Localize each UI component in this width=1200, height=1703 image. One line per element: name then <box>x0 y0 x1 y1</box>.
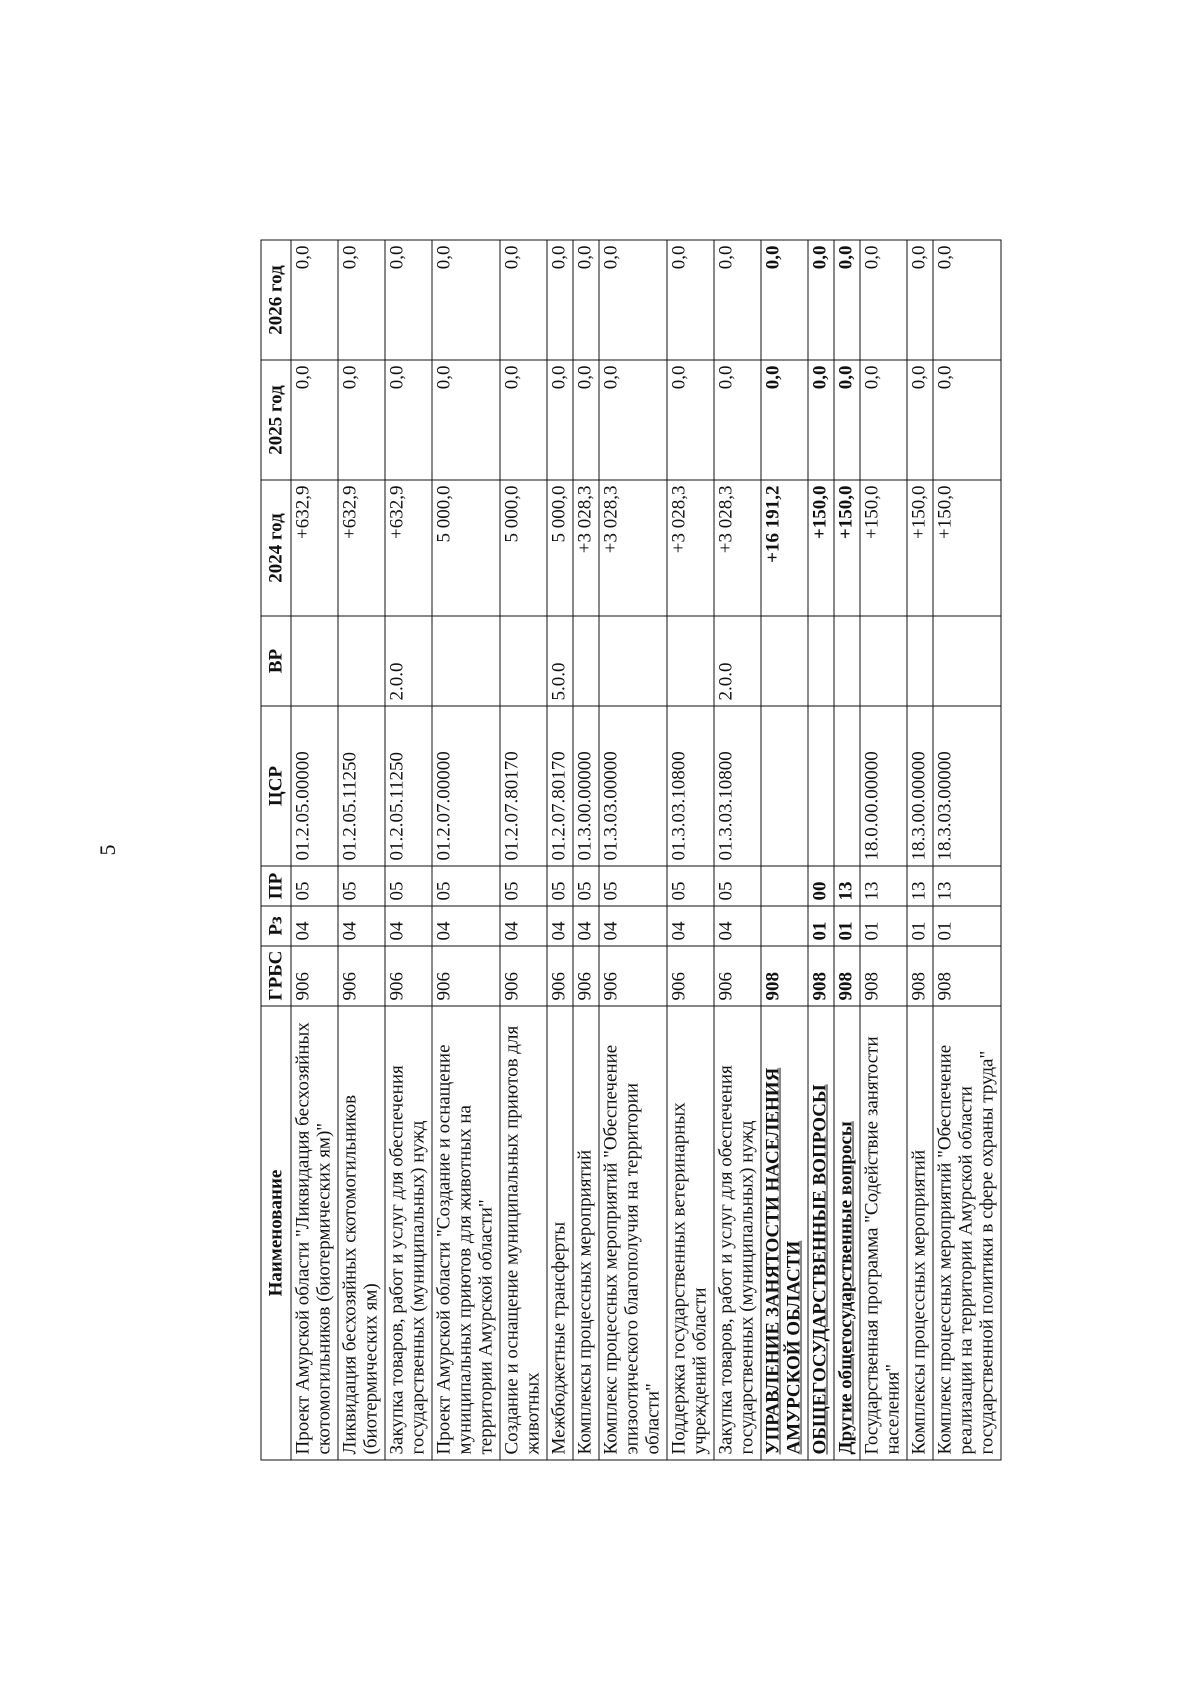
table-row <box>933 240 1001 1460</box>
cell-csr: 18.3.03.00000 <box>933 706 1001 866</box>
cell-vr: 2.0.0 <box>385 616 432 706</box>
cell-rz: 04 <box>338 906 385 946</box>
cell-csr: 01.3.03.10800 <box>714 706 761 866</box>
cell-name: Ликвидация бесхозяйных скотомогильников (биотермических ям) <box>338 1006 385 1460</box>
cell-pr: 13 <box>860 866 907 906</box>
cell-vr <box>338 616 385 706</box>
cell-name: Другие общегосударственные вопросы <box>834 1006 860 1460</box>
cell-rz: 04 <box>432 906 500 946</box>
table-row <box>907 240 933 1460</box>
cell-2026: 0,0 <box>714 240 761 360</box>
cell-csr <box>761 706 808 866</box>
cell-vr <box>860 616 907 706</box>
cell-vr <box>573 616 599 706</box>
cell-2025: 0,0 <box>834 360 860 480</box>
cell-grbs: 908 <box>933 946 1001 1006</box>
cell-csr: 01.2.07.00000 <box>432 706 500 866</box>
cell-2025: 0,0 <box>547 360 573 480</box>
cell-vr <box>667 616 714 706</box>
cell-grbs: 906 <box>547 946 573 1006</box>
cell-csr: 01.2.07.80170 <box>500 706 547 866</box>
cell-vr: 2.0.0 <box>714 616 761 706</box>
table-row <box>432 240 500 1460</box>
cell-name: Межбюджетные трансферты <box>547 1006 573 1460</box>
cell-rz: 04 <box>500 906 547 946</box>
cell-2026: 0,0 <box>385 240 432 360</box>
cell-vr <box>432 616 500 706</box>
cell-2025: 0,0 <box>860 360 907 480</box>
cell-csr: 01.2.05.00000 <box>291 706 338 866</box>
table-row <box>385 240 432 1460</box>
table-row <box>834 240 860 1460</box>
cell-2026: 0,0 <box>933 240 1001 360</box>
cell-pr: 05 <box>291 866 338 906</box>
cell-rz: 01 <box>933 906 1001 946</box>
cell-2025: 0,0 <box>907 360 933 480</box>
cell-grbs: 906 <box>714 946 761 1006</box>
cell-2024: +16 191,2 <box>761 480 808 616</box>
header-vr: ВР <box>261 616 291 706</box>
cell-2024: +3 028,3 <box>667 480 714 616</box>
cell-rz: 04 <box>291 906 338 946</box>
table-row <box>667 240 714 1460</box>
cell-rz: 01 <box>860 906 907 946</box>
cell-name: Комплексы процессных мероприятий <box>573 1006 599 1460</box>
cell-grbs: 906 <box>573 946 599 1006</box>
cell-2025: 0,0 <box>291 360 338 480</box>
table-row <box>761 240 808 1460</box>
cell-rz: 04 <box>599 906 667 946</box>
cell-name: ОБЩЕГОСУДАРСТВЕННЫЕ ВОПРОСЫ <box>808 1006 834 1460</box>
cell-vr <box>933 616 1001 706</box>
cell-name: Проект Амурской области "Ликвидация бесхозяйных скотомогильников (биотермических ям)" <box>291 1006 338 1460</box>
cell-name: Закупка товаров, работ и услуг для обеспечения государственных (муниципальных) нужд <box>385 1006 432 1460</box>
cell-2024: +632,9 <box>291 480 338 616</box>
cell-vr <box>808 616 834 706</box>
cell-rz <box>761 906 808 946</box>
cell-pr: 05 <box>500 866 547 906</box>
cell-grbs: 908 <box>860 946 907 1006</box>
cell-name: УПРАВЛЕНИЕ ЗАНЯТОСТИ НАСЕЛЕНИЯ АМУРСКОЙ ОБЛАСТИ <box>761 1006 808 1460</box>
cell-csr: 01.2.05.11250 <box>385 706 432 866</box>
cell-grbs: 906 <box>338 946 385 1006</box>
table-body <box>291 240 1001 1460</box>
table-row <box>573 240 599 1460</box>
header-2026: 2026 год <box>261 240 291 360</box>
cell-rz: 04 <box>667 906 714 946</box>
cell-2024: +632,9 <box>385 480 432 616</box>
cell-csr: 01.2.05.11250 <box>338 706 385 866</box>
cell-vr: 5.0.0 <box>547 616 573 706</box>
table-row <box>500 240 547 1460</box>
cell-pr: 00 <box>808 866 834 906</box>
cell-2026: 0,0 <box>500 240 547 360</box>
header-pr: ПР <box>261 866 291 906</box>
cell-2025: 0,0 <box>761 360 808 480</box>
cell-2026: 0,0 <box>547 240 573 360</box>
cell-2026: 0,0 <box>573 240 599 360</box>
cell-grbs: 908 <box>808 946 834 1006</box>
header-rz: Рз <box>261 906 291 946</box>
table-row <box>291 240 338 1460</box>
cell-grbs: 906 <box>385 946 432 1006</box>
cell-csr: 01.3.03.10800 <box>667 706 714 866</box>
cell-rz: 04 <box>385 906 432 946</box>
cell-2025: 0,0 <box>599 360 667 480</box>
cell-pr: 05 <box>547 866 573 906</box>
cell-2025: 0,0 <box>667 360 714 480</box>
cell-pr: 05 <box>338 866 385 906</box>
cell-grbs: 906 <box>432 946 500 1006</box>
cell-2024: +150,0 <box>860 480 907 616</box>
cell-csr: 01.3.03.00000 <box>599 706 667 866</box>
cell-vr <box>599 616 667 706</box>
cell-2026: 0,0 <box>599 240 667 360</box>
cell-rz: 01 <box>907 906 933 946</box>
cell-rz: 01 <box>808 906 834 946</box>
table-row <box>599 240 667 1460</box>
cell-name: Создание и оснащение муниципальных приютов для животных <box>500 1006 547 1460</box>
cell-rz: 04 <box>714 906 761 946</box>
table-row <box>714 240 761 1460</box>
table-row <box>808 240 834 1460</box>
cell-name: Комплекс процессных мероприятий "Обеспечение эпизоотического благополучия на территории области" <box>599 1006 667 1460</box>
cell-pr: 05 <box>385 866 432 906</box>
cell-2024: +632,9 <box>338 480 385 616</box>
cell-2024: +150,0 <box>933 480 1001 616</box>
cell-2026: 0,0 <box>761 240 808 360</box>
cell-pr: 05 <box>573 866 599 906</box>
cell-csr: 18.3.00.00000 <box>907 706 933 866</box>
cell-pr: 13 <box>834 866 860 906</box>
cell-grbs: 908 <box>761 946 808 1006</box>
cell-vr <box>834 616 860 706</box>
cell-pr: 13 <box>907 866 933 906</box>
cell-2024: +150,0 <box>808 480 834 616</box>
cell-vr <box>907 616 933 706</box>
header-2024: 2024 год <box>261 480 291 616</box>
table-row <box>338 240 385 1460</box>
budget-table <box>261 239 1002 1460</box>
cell-2026: 0,0 <box>338 240 385 360</box>
cell-2024: +3 028,3 <box>573 480 599 616</box>
cell-csr: 01.3.00.00000 <box>573 706 599 866</box>
cell-2024: 5 000,0 <box>432 480 500 616</box>
cell-vr <box>291 616 338 706</box>
cell-2025: 0,0 <box>808 360 834 480</box>
cell-csr <box>834 706 860 866</box>
cell-grbs: 906 <box>599 946 667 1006</box>
cell-grbs: 908 <box>834 946 860 1006</box>
cell-2025: 0,0 <box>385 360 432 480</box>
cell-csr: 01.2.07.80170 <box>547 706 573 866</box>
cell-vr <box>500 616 547 706</box>
cell-2025: 0,0 <box>933 360 1001 480</box>
cell-2025: 0,0 <box>500 360 547 480</box>
table-row <box>860 240 907 1460</box>
cell-name: Закупка товаров, работ и услуг для обеспечения государственных (муниципальных) нужд <box>714 1006 761 1460</box>
cell-grbs: 906 <box>667 946 714 1006</box>
cell-2026: 0,0 <box>808 240 834 360</box>
cell-name: Государственная программа "Содействие занятости населения" <box>860 1006 907 1460</box>
cell-rz: 04 <box>547 906 573 946</box>
cell-2024: +150,0 <box>907 480 933 616</box>
cell-grbs: 906 <box>500 946 547 1006</box>
cell-2024: 5 000,0 <box>500 480 547 616</box>
cell-pr <box>761 866 808 906</box>
cell-2025: 0,0 <box>338 360 385 480</box>
cell-2025: 0,0 <box>573 360 599 480</box>
header-csr: ЦСР <box>261 706 291 866</box>
cell-2026: 0,0 <box>860 240 907 360</box>
cell-pr: 13 <box>933 866 1001 906</box>
cell-rz: 04 <box>573 906 599 946</box>
cell-name: Проект Амурской области "Создание и оснащение муниципальных приютов для животных на территории Амурской области" <box>432 1006 500 1460</box>
cell-2026: 0,0 <box>291 240 338 360</box>
header-name: Наименование <box>261 1006 291 1460</box>
cell-2026: 0,0 <box>432 240 500 360</box>
cell-2025: 0,0 <box>714 360 761 480</box>
cell-name: Поддержка государственных ветеринарных учреждений области <box>667 1006 714 1460</box>
cell-2024: 5 000,0 <box>547 480 573 616</box>
page-number: 5 <box>95 844 120 856</box>
cell-2026: 0,0 <box>834 240 860 360</box>
cell-2026: 0,0 <box>667 240 714 360</box>
cell-pr: 05 <box>714 866 761 906</box>
cell-2025: 0,0 <box>432 360 500 480</box>
cell-pr: 05 <box>432 866 500 906</box>
header-grbs: ГРБС <box>261 946 291 1006</box>
header-row <box>261 240 291 1460</box>
rotated-table-container <box>261 240 1056 1460</box>
cell-pr: 05 <box>667 866 714 906</box>
cell-vr <box>761 616 808 706</box>
cell-grbs: 906 <box>291 946 338 1006</box>
cell-csr <box>808 706 834 866</box>
cell-2024: +150,0 <box>834 480 860 616</box>
cell-name: Комплекс процессных мероприятий "Обеспечение реализации на территории Амурской области государственной политики в сфере охраны труда" <box>933 1006 1001 1460</box>
header-2025: 2025 год <box>261 360 291 480</box>
cell-csr: 18.0.00.00000 <box>860 706 907 866</box>
cell-rz: 01 <box>834 906 860 946</box>
table-row <box>547 240 573 1460</box>
cell-grbs: 908 <box>907 946 933 1006</box>
cell-2024: +3 028,3 <box>714 480 761 616</box>
cell-name: Комплексы процессных мероприятий <box>907 1006 933 1460</box>
cell-pr: 05 <box>599 866 667 906</box>
cell-2026: 0,0 <box>907 240 933 360</box>
cell-2024: +3 028,3 <box>599 480 667 616</box>
